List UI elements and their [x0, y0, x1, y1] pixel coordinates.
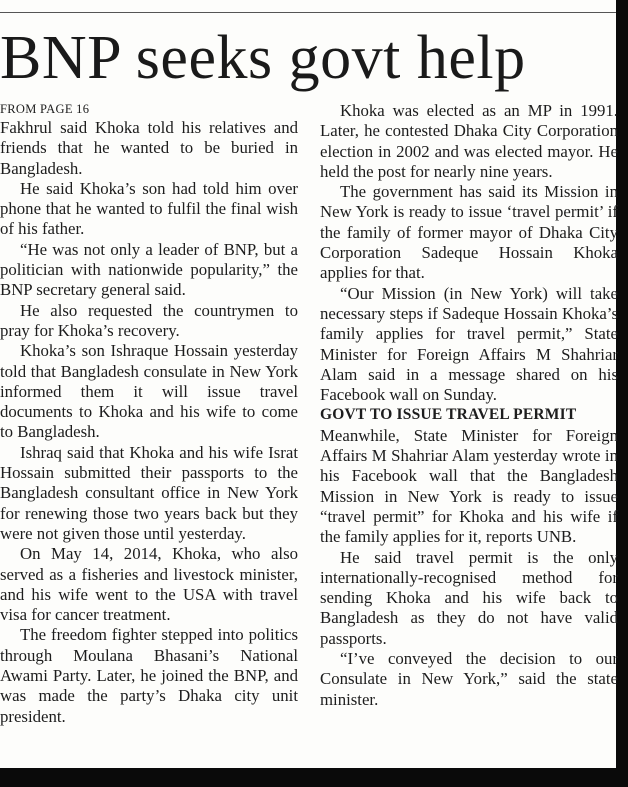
paragraph: “He was not only a leader of BNP, but a politician with nationwide popularity,” the BNP secretary general said. [0, 239, 298, 300]
paragraph: He also requested the countrymen to pray for Khoka’s recovery. [0, 300, 298, 340]
scan-edge-bottom [0, 768, 628, 787]
paragraph: Meanwhile, State Minister for Foreign Affairs M Shahriar Alam yesterday wrote in his Facebook wall that the Bangladesh Mission in New York is ready to issue “travel permit” for Khoka and his wife if the family applies for it, reports UNB. [320, 425, 618, 547]
paragraph: He said Khoka’s son had told him over phone that he wanted to fulfil the final wish of his father. [0, 178, 298, 239]
right-column [320, 101, 618, 710]
paragraph: Fakhrul said Khoka told his relatives and friends that he wanted to be buried in Bangladesh. [0, 118, 298, 178]
paragraph: He said travel permit is the only internationally-recognised method for sending Khoka and his wife back to Bangladesh as they do not have valid passports. [320, 547, 618, 648]
paragraph: The freedom fighter stepped into politics through Moulana Bhasani’s National Awami Party. Later, he joined the BNP, and was made the party’s Dhaka city unit president. [0, 625, 298, 726]
subheading: GOVT TO ISSUE TRAVEL PERMIT [320, 406, 577, 424]
left-column [0, 101, 298, 727]
paragraph: Khoka was elected as an MP in 1991. Later, he contested Dhaka City Corporation election in 2002 and was elected mayor. He held the post for nearly nine years. [320, 101, 618, 181]
top-rule [0, 12, 618, 13]
paragraph: Ishraq said that Khoka and his wife Israt Hossain submitted their passports to the Bangladesh consultant office in New York for renewing those two years back but they were not given those until yesterday. [0, 442, 298, 543]
from-page-label: FROM PAGE 16 [0, 102, 90, 116]
paragraph: Khoka’s son Ishraque Hossain yesterday told that Bangladesh consulate in New York informed them it will issue travel documents to Khoka and his wife to come to Bangladesh. [0, 341, 298, 442]
paragraph: “Our Mission (in New York) will take necessary steps if Sadeque Hossain Khoka’s family applies for travel permit,” State Minister for Foreign Affairs M Shahriar Alam said in a message shared on his Facebook wall on Sunday. [320, 283, 618, 405]
paragraph: “I’ve conveyed the decision to our Consulate in New York,” said the state minister. [320, 649, 618, 709]
headline: BNP seeks govt help [0, 24, 526, 92]
paragraph: The government has said its Mission in New York is ready to issue ‘travel permit’ if the family of former mayor of Dhaka City Corporation Sadeque Hossain Khoka applies for that. [320, 182, 618, 283]
paragraph: On May 14, 2014, Khoka, who also served as a fisheries and livestock minister, and his wife went to the USA with travel visa for cancer treatment. [0, 544, 298, 625]
